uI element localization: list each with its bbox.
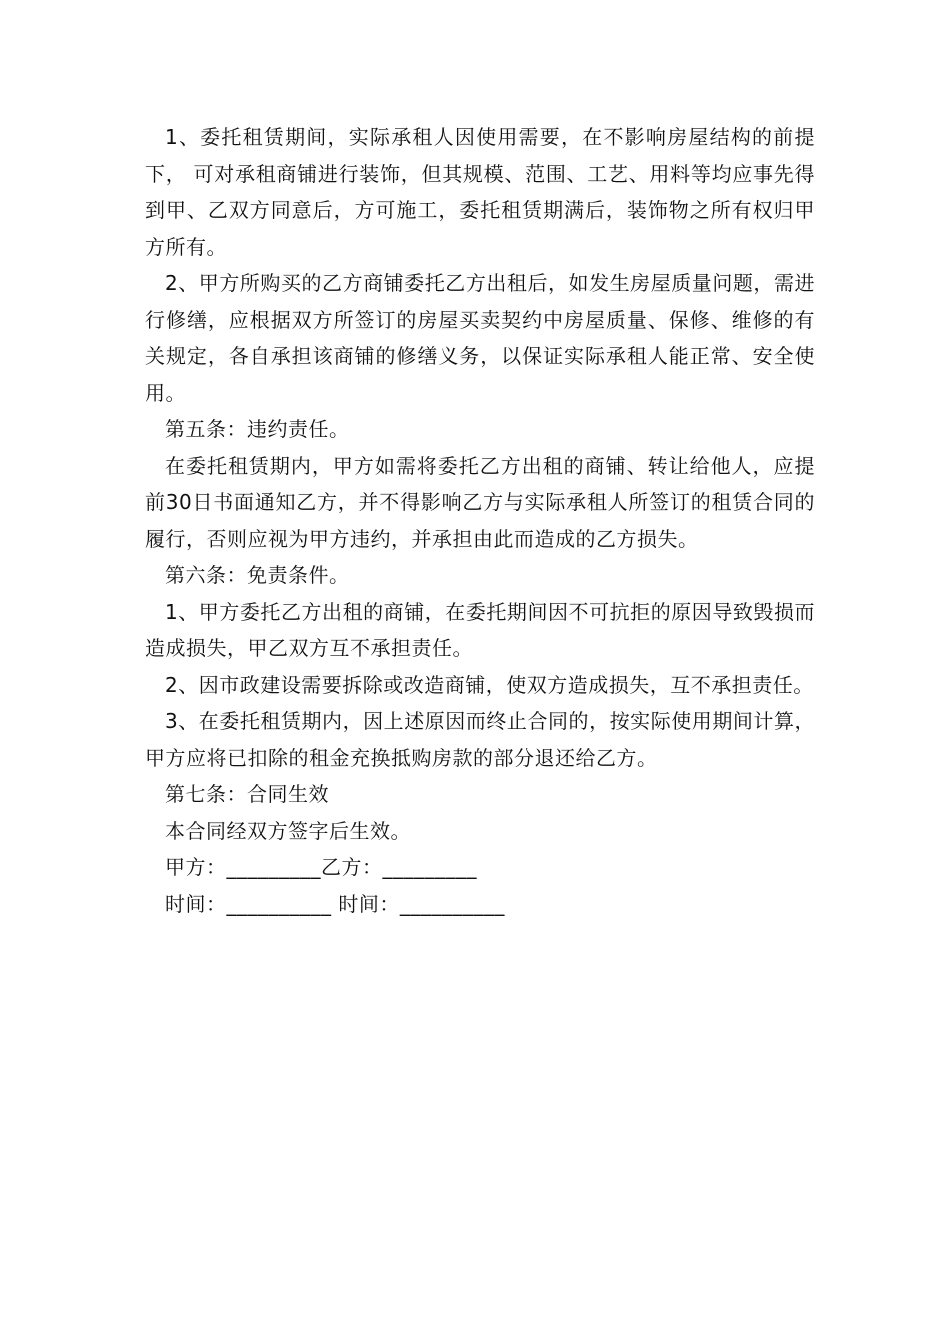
article-7-heading: 第七条：合同生效 (165, 782, 329, 806)
clause-paragraph-2: 2、甲方所购买的乙方商铺委托乙方出租后，如发生房屋质量问题，需进行修缮，应根据双方所签订的房屋买卖契约中房屋质量、保修、维修的有关规定，各自承担该商铺的修缮义务，以保证实际承租人能正常、安全使用。 (145, 271, 815, 405)
article-6-item-3: 3、在委托租赁期内，因上述原因而终止合同的，按实际使用期间计算，甲方应将已扣除的租金充换抵购房款的部分退还给乙方。 (145, 709, 815, 770)
article-7-body: 本合同经双方签字后生效。 (165, 818, 411, 843)
article-6-heading: 第六条：免责条件。 (165, 563, 350, 587)
article-6-item-2: 2、因市政建设需要拆除或改造商铺，使双方造成损失，互不承担责任。 (165, 672, 814, 697)
document-page (145, 119, 815, 922)
article-5-body: 在委托租赁期内，甲方如需将委托乙方出租的商铺、转让给他人，应提前30日书面通知乙方，并不得影响乙方与实际承租人所签订的租赁合同的履行，否则应视为甲方违约，并承担由此而造成的乙方损失。 (145, 453, 815, 551)
article-5-heading: 第五条：违约责任。 (165, 417, 350, 441)
signature-dates-line: 时间：__________ 时间：__________ (165, 891, 505, 916)
clause-paragraph-1: 1、委托租赁期间，实际承租人因使用需要，在不影响房屋结构的前提下， 可对承租商铺进行装饰，但其规模、范围、工艺、用料等均应事先得到甲、乙双方同意后，方可施工，委托租赁期满后，装饰物之所有权归甲方所有。 (145, 125, 815, 259)
signature-parties-line: 甲方：_________乙方：_________ (165, 855, 477, 879)
article-6-item-1: 1、甲方委托乙方出租的商铺，在委托期间因不可抗拒的原因导致毁损而造成损失，甲乙双方互不承担责任。 (145, 599, 815, 660)
